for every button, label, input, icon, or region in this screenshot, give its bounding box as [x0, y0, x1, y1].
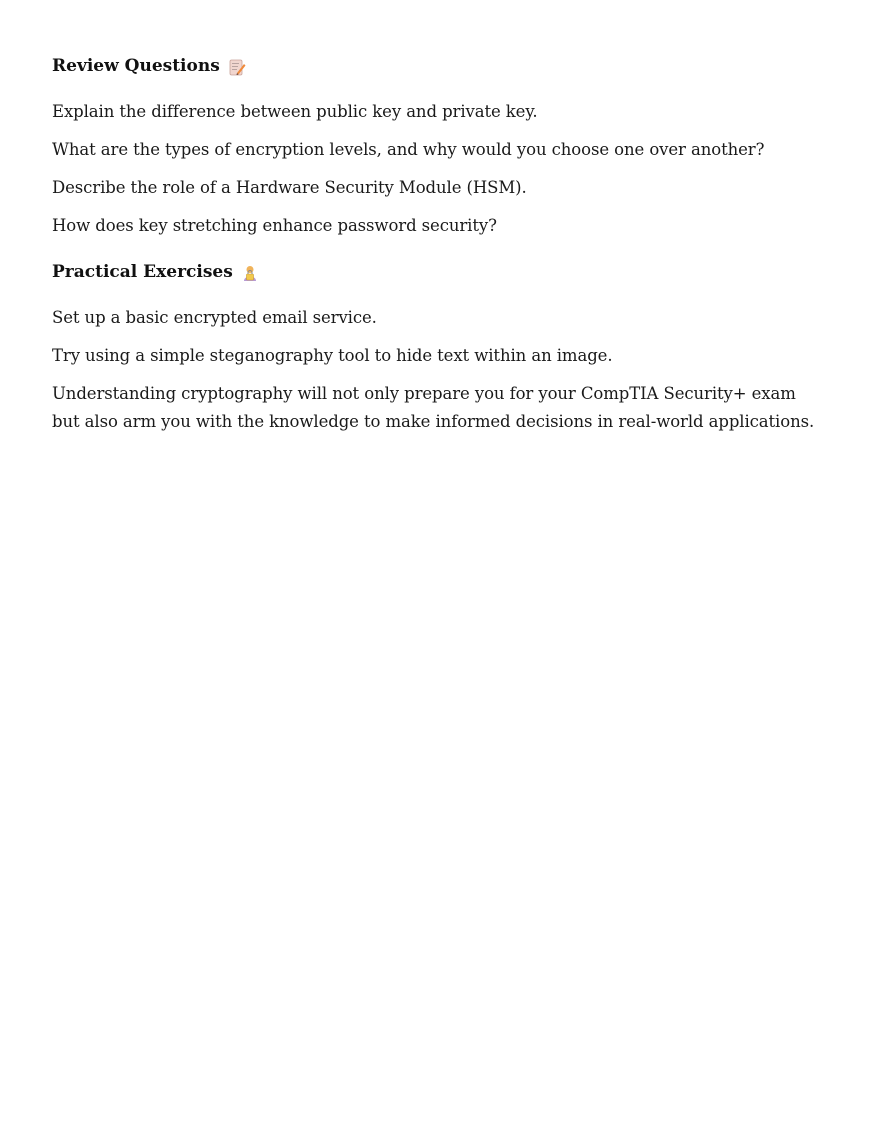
practical-exercises-heading [52, 258, 822, 286]
exercise-item: Set up a basic encrypted email service. [52, 308, 377, 327]
document-page [52, 52, 822, 436]
memo-icon [228, 57, 246, 75]
exercise-item: Try using a simple steganography tool to hide text within an image. [52, 346, 613, 365]
review-question: What are the types of encryption levels, and why would you choose one over another? [52, 140, 765, 159]
locked-icon [241, 263, 259, 281]
review-questions-heading [52, 52, 822, 80]
review-question: Describe the role of a Hardware Security Module (HSM). [52, 178, 527, 197]
practical-exercises-title: Practical Exercises [52, 262, 233, 282]
review-question: How does key stretching enhance password security? [52, 216, 497, 235]
review-question: Explain the difference between public key and private key. [52, 102, 538, 121]
review-questions-title: Review Questions [52, 56, 220, 76]
closing-paragraph: Understanding cryptography will not only prepare you for your CompTIA Security+ exam but also arm you with the knowledge to make informed decisions in real-world applications. [52, 384, 815, 431]
